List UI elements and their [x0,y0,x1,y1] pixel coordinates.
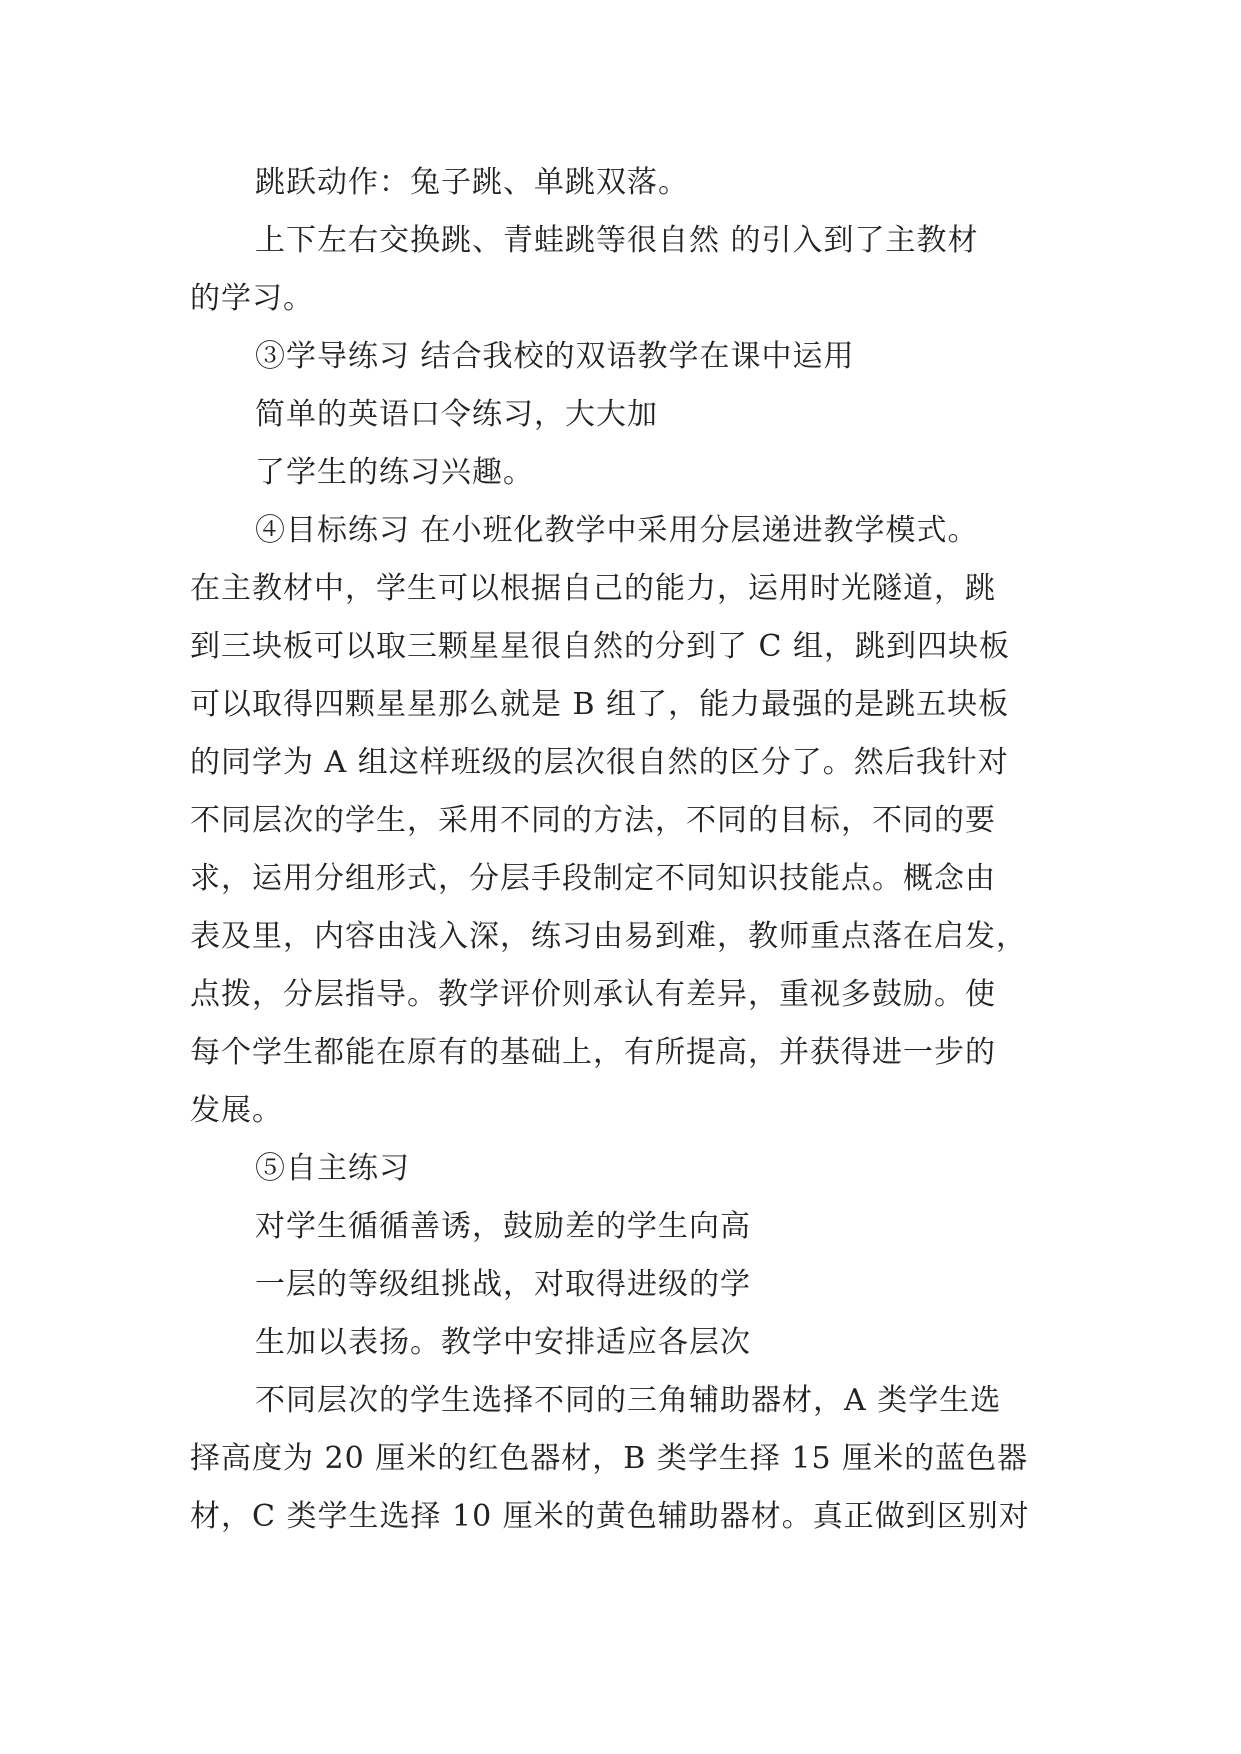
text-line: 的同学为 A 组这样班级的层次很自然的区分了。然后我针对 [190,745,1009,780]
text-line: ③学导练习 结合我校的双语教学在课中运用 [255,339,855,374]
text-line: 点拨，分层指导。教学评价则承认有差异，重视多鼓励。使 [190,977,996,1012]
text-line: 不同层次的学生，采用不同的方法，不同的目标，不同的要 [190,803,996,838]
text-line: 在主教材中，学生可以根据自己的能力，运用时光隧道，跳 [190,571,996,606]
text-line: 简单的英语口令练习，大大加 [255,397,658,432]
text-line: 发展。 [190,1093,283,1128]
text-line: 跳跃动作：兔子跳、单跳双落。 [255,165,689,200]
text-line: 求，运用分组形式，分层手段制定不同知识技能点。概念由 [190,861,996,896]
text-line: 每个学生都能在原有的基础上，有所提高，并获得进一步的 [190,1035,996,1070]
text-line: ⑤自主练习 [255,1151,410,1186]
text-line: 了学生的练习兴趣。 [255,455,534,490]
text-line: 可以取得四颗星星那么就是 B 组了，能力最强的是跳五块板 [190,687,1010,722]
text-line: 的学习。 [190,281,314,316]
text-line: 一层的等级组挑战，对取得进级的学 [255,1267,751,1302]
text-line: 表及里，内容由浅入深，练习由易到难，教师重点落在启发， [190,919,1027,954]
text-line: ④目标练习 在小班化教学中采用分层递进教学模式。 [255,513,979,548]
text-line: 择高度为 20 厘米的红色器材，B 类学生择 15 厘米的蓝色器 [190,1441,1029,1476]
text-line: 上下左右交换跳、青蛙跳等很自然 的引入到了主教材 [255,223,979,258]
text-line: 到三块板可以取三颗星星很自然的分到了 C 组，跳到四块板 [190,629,1011,664]
text-line: 不同层次的学生选择不同的三角辅助器材，A 类学生选 [255,1383,1002,1418]
text-line: 材，C 类学生选择 10 厘米的黄色辅助器材。真正做到区别对 [190,1499,1030,1534]
text-line: 生加以表扬。教学中安排适应各层次 [255,1325,751,1360]
text-line: 对学生循循善诱，鼓励差的学生向高 [255,1209,751,1244]
